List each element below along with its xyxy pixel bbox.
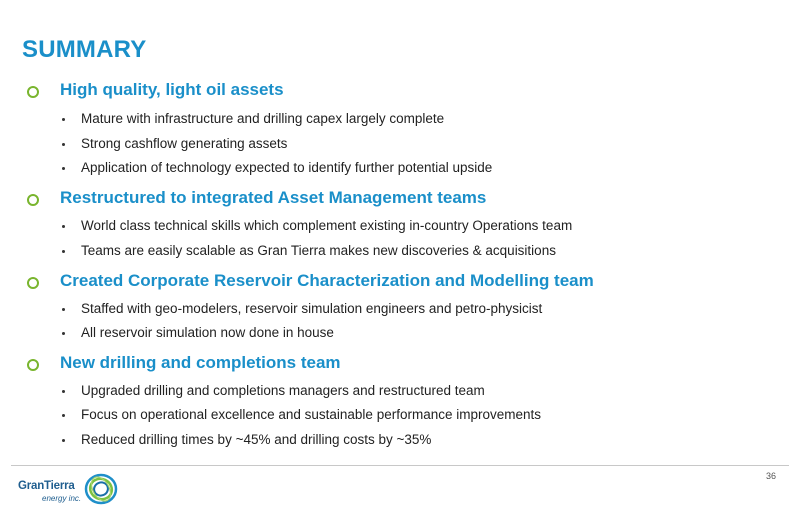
bullet-dot-icon [62,118,65,121]
bullet-text: All reservoir simulation now done in house [81,325,334,340]
list-item [0,160,800,180]
slide-title: SUMMARY [22,36,147,63]
bullet-dot-icon [62,167,65,170]
bullet-text: Reduced drilling times by ~45% and drilling costs by ~35% [81,432,432,447]
ring-bullet-icon [27,359,39,371]
list-item [0,136,800,156]
section-heading: High quality, light oil assets [60,80,284,99]
bullet-dot-icon [62,143,65,146]
bullet-text: Mature with infrastructure and drilling capex largely complete [81,111,445,126]
bullet-dot-icon [62,439,65,442]
bullet-text: Focus on operational excellence and sustainable performance improvements [81,407,542,422]
footer-divider [11,465,789,466]
list-item [0,407,800,427]
section-heading: Restructured to integrated Asset Management teams [60,188,487,207]
list-item [0,301,800,321]
logo-name: GranTierra [18,480,75,492]
company-logo [18,471,128,511]
section-heading: Created Corporate Reservoir Characterization and Modelling team [60,271,594,290]
bullet-text: Application of technology expected to identify further potential upside [81,160,493,175]
bullet-dot-icon [62,414,65,417]
logo-subtitle: energy inc. [42,494,82,503]
list-item [0,432,800,452]
bullet-dot-icon [62,308,65,311]
ring-bullet-icon [27,277,39,289]
bullet-dot-icon [62,250,65,253]
logo-swirl-icon [82,471,120,507]
list-item [0,243,800,263]
list-item [0,383,800,403]
section-heading: New drilling and completions team [60,353,341,372]
bullet-dot-icon [62,225,65,228]
page-number: 36 [766,471,777,481]
ring-bullet-icon [27,86,39,98]
bullet-dot-icon [62,332,65,335]
list-item [0,218,800,238]
list-item [0,111,800,131]
bullet-text: Staffed with geo-modelers, reservoir simulation engineers and petro-physicist [81,301,543,316]
bullet-text: World class technical skills which complement existing in-country Operations team [81,218,573,233]
bullet-text: Strong cashflow generating assets [81,136,288,151]
bullet-dot-icon [62,390,65,393]
list-item [0,325,800,345]
bullet-text: Upgraded drilling and completions managers and restructured team [81,383,485,398]
bullet-text: Teams are easily scalable as Gran Tierra makes new discoveries & acquisitions [81,243,556,258]
ring-bullet-icon [27,194,39,206]
